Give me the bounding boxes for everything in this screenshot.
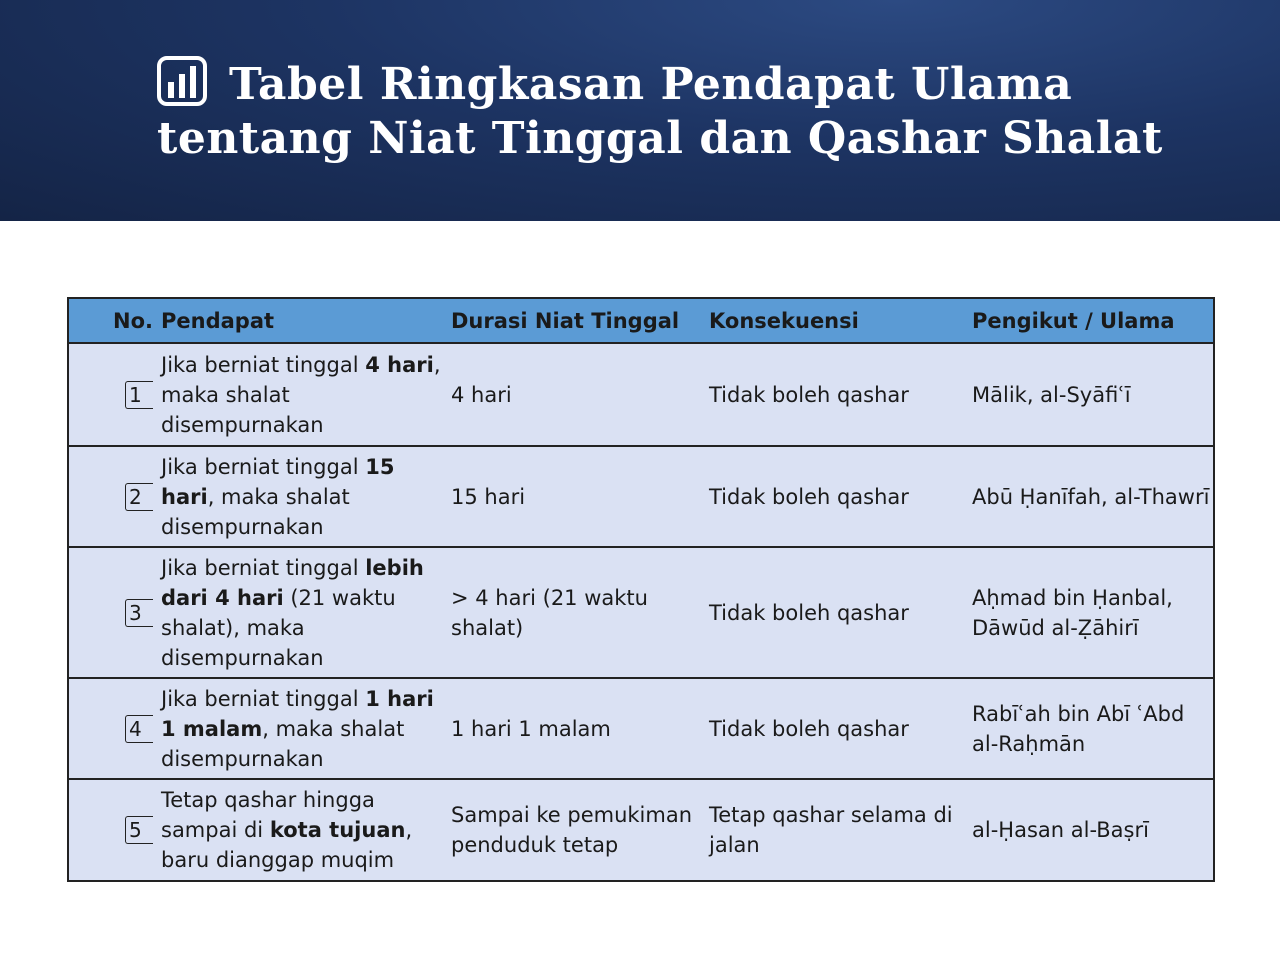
konsekuensi-cell: Tidak boleh qashar — [709, 678, 972, 779]
pengikut-cell: Rabīʿah bin Abī ʿAbd al-Raḥmān — [972, 678, 1214, 779]
title-line-1 — [157, 56, 1237, 112]
row-number-cell — [68, 678, 161, 779]
pendapat-text: Jika berniat tinggal — [161, 352, 366, 377]
pendapat-emphasis: 1 hari 1 malam — [161, 686, 434, 741]
table-row — [68, 446, 1214, 547]
durasi-cell: 4 hari — [451, 343, 709, 446]
pendapat-cell — [161, 446, 451, 547]
header-banner — [0, 0, 1280, 221]
pendapat-cell — [161, 343, 451, 446]
konsekuensi-cell: Tetap qashar selama di jalan — [709, 779, 972, 881]
durasi-cell: 1 hari 1 malam — [451, 678, 709, 779]
konsekuensi-cell: Tidak boleh qashar — [709, 547, 972, 678]
table-row — [68, 678, 1214, 779]
pendapat-emphasis: kota tujuan — [269, 818, 406, 842]
pendapat-text: , maka shalat disempurnakan — [161, 716, 405, 771]
pendapat-text: (21 waktu shalat), maka disempurnakan — [161, 585, 396, 670]
pendapat-text: , baru dianggap muqim — [161, 818, 413, 872]
durasi-cell: Sampai ke pemukiman penduduk tetap — [451, 779, 709, 881]
konsekuensi-cell: Tidak boleh qashar — [709, 446, 972, 547]
pengikut-cell: al-Ḥasan al-Baṣrī — [972, 779, 1214, 881]
table-row — [68, 779, 1214, 881]
pendapat-text: , maka shalat disempurnakan — [161, 484, 350, 539]
table-row — [68, 343, 1214, 446]
col-header-konsekuensi: Konsekuensi — [709, 298, 972, 343]
row-number: 3 — [125, 599, 153, 627]
konsekuensi-cell: Tidak boleh qashar — [709, 343, 972, 446]
pengikut-cell: Aḥmad bin Ḥanbal, Dāwūd al-Ẓāhirī — [972, 547, 1214, 678]
pendapat-text: Jika berniat tinggal — [161, 555, 366, 580]
table-header-row — [68, 298, 1214, 343]
durasi-cell: 15 hari — [451, 446, 709, 547]
pendapat-text: Jika berniat tinggal — [161, 686, 366, 711]
pendapat-cell — [161, 547, 451, 678]
row-number: 1 — [125, 381, 153, 409]
row-number: 5 — [125, 816, 153, 844]
bar-chart-icon — [157, 56, 207, 106]
page-title — [157, 56, 1237, 166]
pengikut-cell: Abū Ḥanīfah, al-Thawrī — [972, 446, 1214, 547]
col-header-no: No. — [68, 298, 161, 343]
pendapat-text: Jika berniat tinggal — [161, 454, 366, 479]
col-header-pengikut: Pengikut / Ulama — [972, 298, 1214, 343]
title-text-1: Tabel Ringkasan Pendapat Ulama — [229, 59, 1073, 110]
pendapat-text: Tetap qashar hingga sampai di — [161, 788, 375, 842]
pendapat-emphasis: 4 hari — [365, 352, 434, 377]
opinions-table — [67, 297, 1215, 882]
col-header-durasi: Durasi Niat Tinggal — [451, 298, 709, 343]
table-row — [68, 547, 1214, 678]
pendapat-text: , maka shalat disempurnakan — [161, 352, 441, 437]
durasi-cell: > 4 hari (21 waktu shalat) — [451, 547, 709, 678]
title-text-2: tentang Niat Tinggal dan Qashar Shalat — [157, 113, 1163, 164]
row-number-cell — [68, 446, 161, 547]
row-number-cell — [68, 547, 161, 678]
row-number-cell — [68, 779, 161, 881]
pendapat-cell — [161, 678, 451, 779]
pendapat-cell — [161, 779, 451, 881]
row-number: 4 — [125, 715, 153, 743]
col-header-pendapat: Pendapat — [161, 298, 451, 343]
row-number-cell — [68, 343, 161, 446]
pendapat-emphasis: lebih dari 4 hari — [161, 555, 424, 610]
row-number: 2 — [125, 483, 153, 511]
pengikut-cell: Mālik, al-Syāfiʿī — [972, 343, 1214, 446]
pendapat-emphasis: 15 hari — [161, 454, 395, 509]
